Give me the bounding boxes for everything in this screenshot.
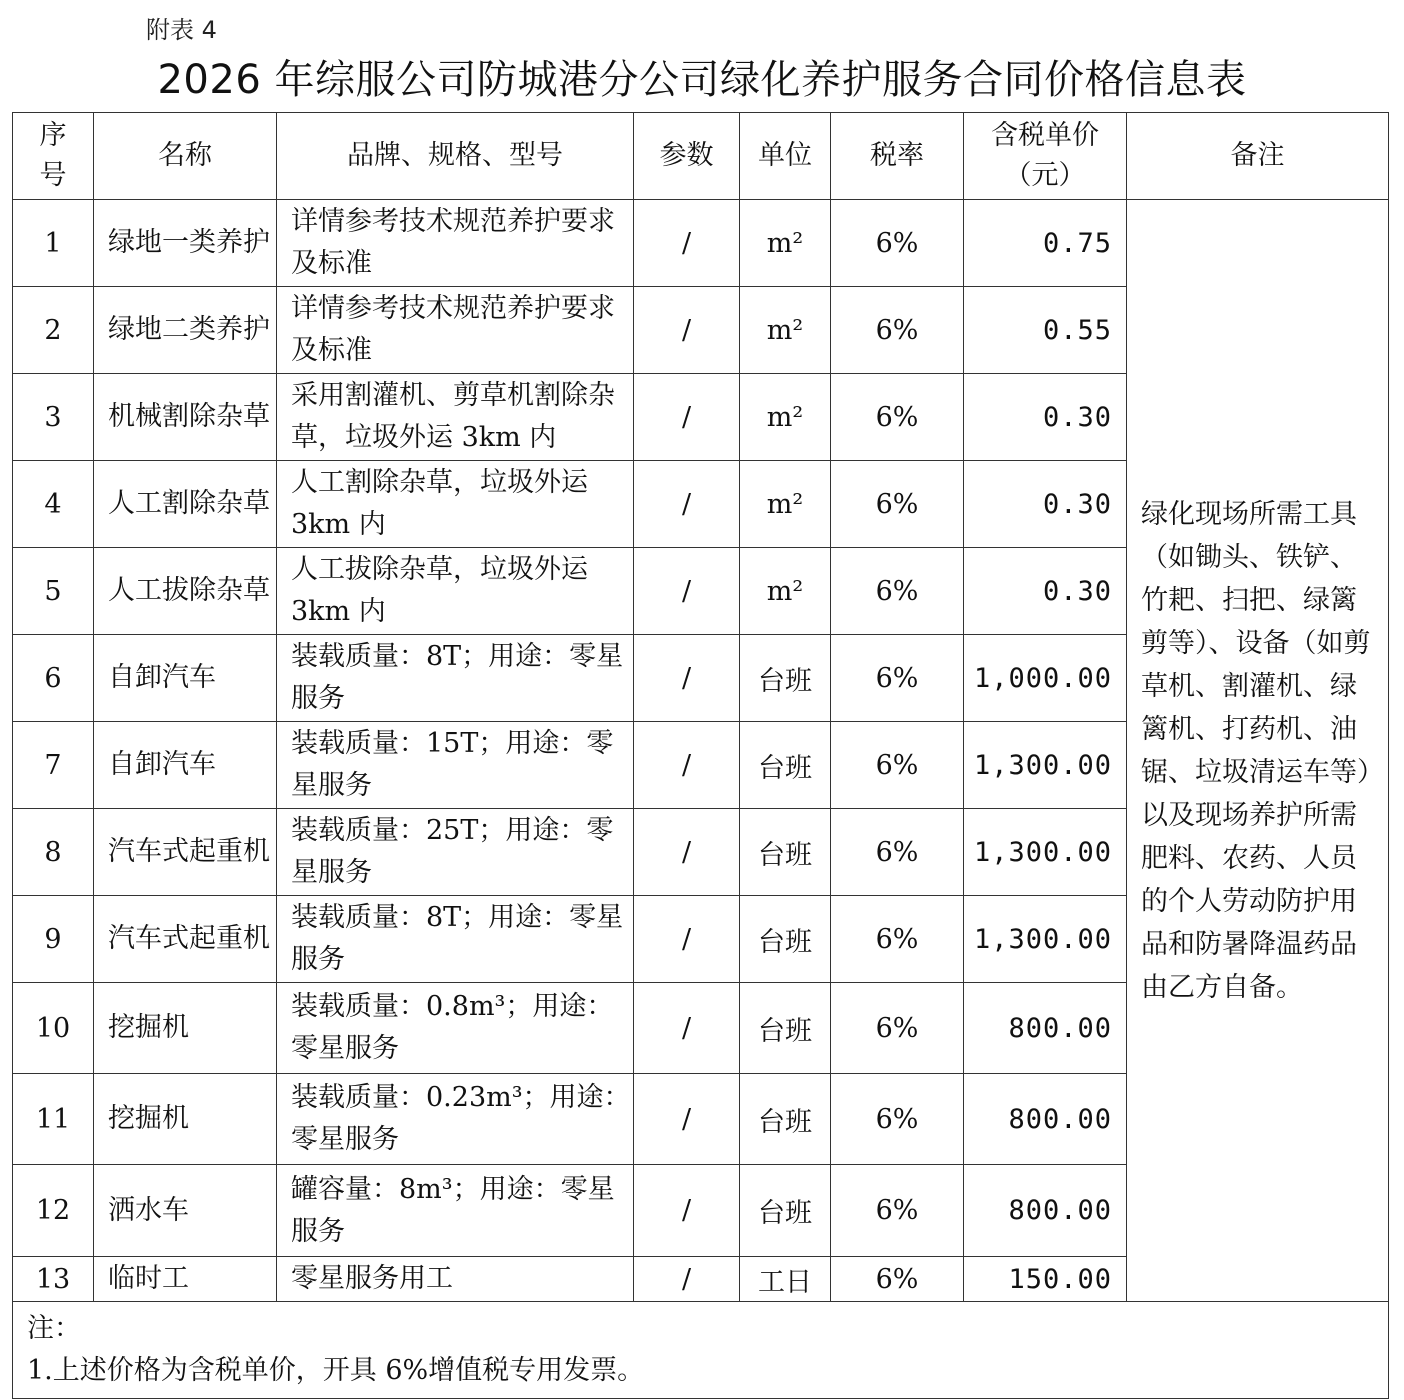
row-param: / bbox=[634, 635, 740, 722]
row-name: 自卸汽车 bbox=[94, 722, 277, 809]
note-cell bbox=[13, 1302, 1389, 1399]
row-price: 0.30 bbox=[964, 374, 1127, 461]
row-price: 1,300.00 bbox=[964, 722, 1127, 809]
row-param: / bbox=[634, 461, 740, 548]
row-unit: 台班 bbox=[740, 1074, 831, 1165]
row-spec: 装载质量：15T；用途：零星服务 bbox=[277, 722, 634, 809]
table-row bbox=[13, 200, 1389, 287]
row-price: 0.75 bbox=[964, 200, 1127, 287]
row-unit: m² bbox=[740, 548, 831, 635]
row-param: / bbox=[634, 1074, 740, 1165]
row-price: 1,300.00 bbox=[964, 809, 1127, 896]
row-param: / bbox=[634, 1165, 740, 1257]
row-tax-rate: 6% bbox=[831, 983, 964, 1074]
row-name: 绿地一类养护 bbox=[94, 200, 277, 287]
row-number: 7 bbox=[13, 722, 94, 809]
row-unit: 台班 bbox=[740, 896, 831, 983]
row-spec: 罐容量：8m³；用途：零星服务 bbox=[277, 1165, 634, 1257]
row-price: 1,000.00 bbox=[964, 635, 1127, 722]
row-number: 3 bbox=[13, 374, 94, 461]
row-spec: 零星服务用工 bbox=[277, 1257, 634, 1302]
row-unit: m² bbox=[740, 374, 831, 461]
row-param: / bbox=[634, 809, 740, 896]
row-unit: 工日 bbox=[740, 1257, 831, 1302]
row-tax-rate: 6% bbox=[831, 635, 964, 722]
row-price: 800.00 bbox=[964, 1165, 1127, 1257]
row-param: / bbox=[634, 374, 740, 461]
row-tax-rate: 6% bbox=[831, 896, 964, 983]
row-price: 150.00 bbox=[964, 1257, 1127, 1302]
note-heading: 注： bbox=[27, 1313, 81, 1344]
row-tax-rate: 6% bbox=[831, 287, 964, 374]
row-unit: m² bbox=[740, 461, 831, 548]
note-line: 1.上述价格为含税单价，开具 6%增值税专用发票。 bbox=[27, 1355, 645, 1386]
header-param: 参数 bbox=[634, 113, 740, 200]
row-param: / bbox=[634, 896, 740, 983]
row-name: 临时工 bbox=[94, 1257, 277, 1302]
row-spec: 装载质量：8T；用途：零星服务 bbox=[277, 896, 634, 983]
header-remark: 备注 bbox=[1127, 113, 1389, 200]
row-unit: m² bbox=[740, 200, 831, 287]
row-spec: 人工拔除杂草，垃圾外运 3km 内 bbox=[277, 548, 634, 635]
row-price: 800.00 bbox=[964, 1074, 1127, 1165]
row-name: 绿地二类养护 bbox=[94, 287, 277, 374]
row-number: 8 bbox=[13, 809, 94, 896]
row-param: / bbox=[634, 722, 740, 809]
row-name: 机械割除杂草 bbox=[94, 374, 277, 461]
row-number: 6 bbox=[13, 635, 94, 722]
attachment-label: 附表 4 bbox=[146, 16, 217, 44]
row-unit: 台班 bbox=[740, 983, 831, 1074]
header-tax: 税率 bbox=[831, 113, 964, 200]
row-number: 11 bbox=[13, 1074, 94, 1165]
row-name: 汽车式起重机 bbox=[94, 896, 277, 983]
row-price: 1,300.00 bbox=[964, 896, 1127, 983]
row-spec: 装载质量：25T；用途：零星服务 bbox=[277, 809, 634, 896]
row-number: 9 bbox=[13, 896, 94, 983]
row-name: 挖掘机 bbox=[94, 1074, 277, 1165]
row-name: 挖掘机 bbox=[94, 983, 277, 1074]
row-unit: 台班 bbox=[740, 722, 831, 809]
row-unit: 台班 bbox=[740, 635, 831, 722]
row-name: 洒水车 bbox=[94, 1165, 277, 1257]
row-name: 人工割除杂草 bbox=[94, 461, 277, 548]
row-spec: 装载质量：0.23m³；用途：零星服务 bbox=[277, 1074, 634, 1165]
row-spec: 装载质量：0.8m³；用途：零星服务 bbox=[277, 983, 634, 1074]
row-name: 汽车式起重机 bbox=[94, 809, 277, 896]
row-number: 5 bbox=[13, 548, 94, 635]
row-number: 1 bbox=[13, 200, 94, 287]
header-name: 名称 bbox=[94, 113, 277, 200]
row-param: / bbox=[634, 548, 740, 635]
row-param: / bbox=[634, 200, 740, 287]
row-tax-rate: 6% bbox=[831, 200, 964, 287]
row-name: 人工拔除杂草 bbox=[94, 548, 277, 635]
page-title: 2026 年综服公司防城港分公司绿化养护服务合同价格信息表 bbox=[157, 57, 1247, 103]
row-tax-rate: 6% bbox=[831, 722, 964, 809]
row-price: 0.30 bbox=[964, 548, 1127, 635]
row-spec: 采用割灌机、剪草机割除杂草，垃圾外运 3km 内 bbox=[277, 374, 634, 461]
row-spec: 装载质量：8T；用途：零星服务 bbox=[277, 635, 634, 722]
remark-cell: 绿化现场所需工具（如锄头、铁铲、竹耙、扫把、绿篱剪等）、设备（如剪草机、割灌机、绿篱机、打药机、油锯、垃圾清运车等）以及现场养护所需肥料、农药、人员的个人劳动防护用品和防暑降温药品由乙方自备。 bbox=[1127, 200, 1389, 1302]
row-tax-rate: 6% bbox=[831, 374, 964, 461]
row-price: 0.55 bbox=[964, 287, 1127, 374]
header-no: 序号 bbox=[13, 113, 94, 200]
row-param: / bbox=[634, 287, 740, 374]
row-unit: 台班 bbox=[740, 1165, 831, 1257]
row-name: 自卸汽车 bbox=[94, 635, 277, 722]
table-header-row bbox=[13, 113, 1389, 200]
row-spec: 详情参考技术规范养护要求及标准 bbox=[277, 200, 634, 287]
header-spec: 品牌、规格、型号 bbox=[277, 113, 634, 200]
note-row bbox=[13, 1302, 1389, 1399]
header-price: 含税单价（元） bbox=[964, 113, 1127, 200]
row-tax-rate: 6% bbox=[831, 1257, 964, 1302]
row-param: / bbox=[634, 1257, 740, 1302]
row-unit: m² bbox=[740, 287, 831, 374]
row-spec: 人工割除杂草，垃圾外运 3km 内 bbox=[277, 461, 634, 548]
row-number: 4 bbox=[13, 461, 94, 548]
row-tax-rate: 6% bbox=[831, 461, 964, 548]
row-tax-rate: 6% bbox=[831, 548, 964, 635]
row-unit: 台班 bbox=[740, 809, 831, 896]
price-table bbox=[12, 112, 1389, 1399]
row-price: 800.00 bbox=[964, 983, 1127, 1074]
row-price: 0.30 bbox=[964, 461, 1127, 548]
row-tax-rate: 6% bbox=[831, 1165, 964, 1257]
row-number: 13 bbox=[13, 1257, 94, 1302]
row-number: 2 bbox=[13, 287, 94, 374]
row-tax-rate: 6% bbox=[831, 809, 964, 896]
row-spec: 详情参考技术规范养护要求及标准 bbox=[277, 287, 634, 374]
row-param: / bbox=[634, 983, 740, 1074]
row-number: 12 bbox=[13, 1165, 94, 1257]
row-number: 10 bbox=[13, 983, 94, 1074]
row-tax-rate: 6% bbox=[831, 1074, 964, 1165]
header-unit: 单位 bbox=[740, 113, 831, 200]
